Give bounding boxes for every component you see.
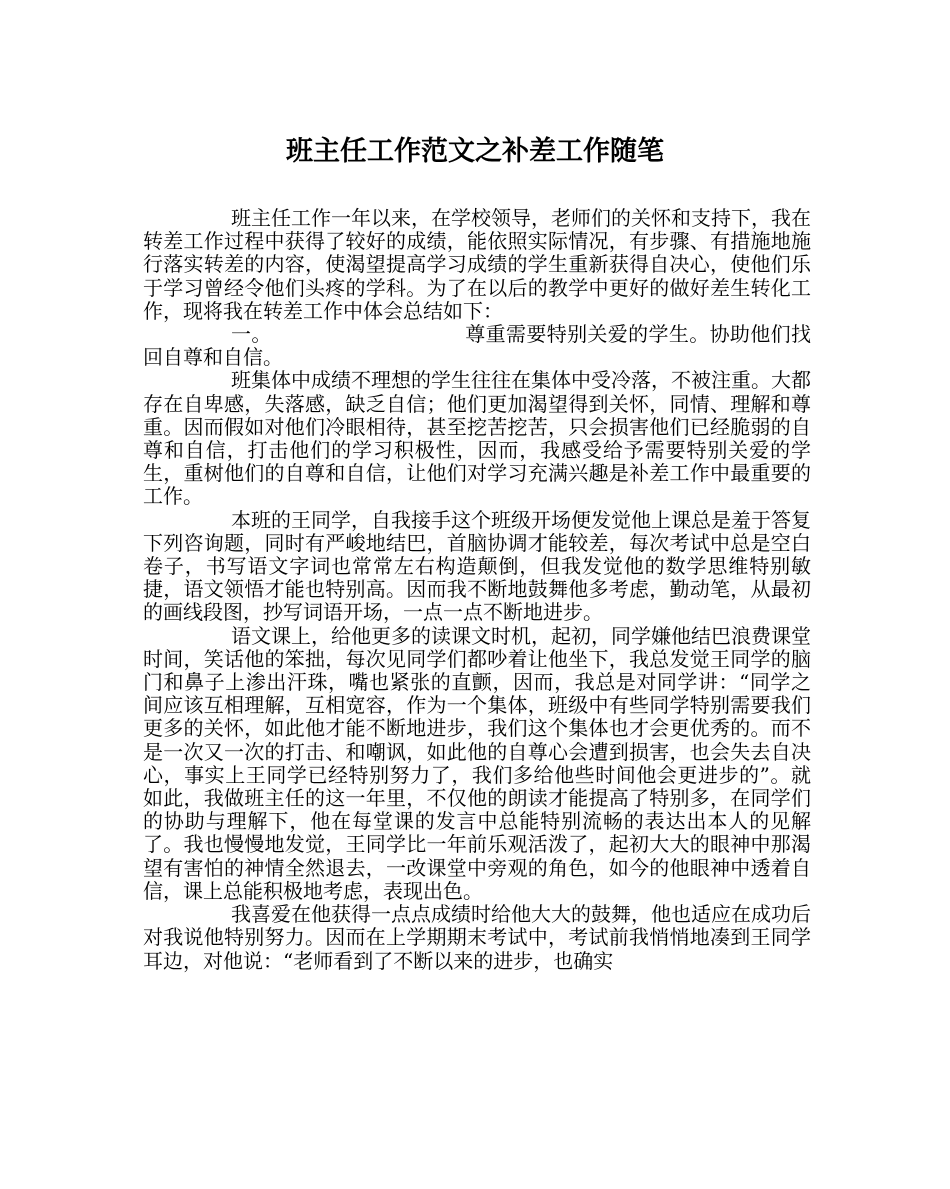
- paragraph-self-esteem: 班集体中成绩不理想的学生往往在集体中受冷落，不被注重。大都存在自卑感，失落感，缺乏自信；他们更加渴望得到关怀，同情、理解和尊重。因而假如对他们冷眼相待，甚至挖苦挖苦，只会损害他们已经脆弱的自尊和自信，打击他们的学习积极性，因而，我感受给予需要特别关爱的学生，重树他们的自尊和自信，让他们对学习充满兴趣是补差工作中最重要的工作。: [143, 368, 811, 509]
- paragraph-chinese-class: 语文课上，给他更多的读课文时机，起初，同学嫌他结巴浪费课堂时间，笑话他的笨拙，每次见同学们都吵着让他坐下，我总发觉王同学的脑门和鼻子上渗出汗珠，嘴也紧张的直颤，因而，我总是对同学讲：“同学之间应该互相理解，互相宽容，作为一个集体，班级中有些同学特别需要我们更多的关怀，如此他才能不断地进步，我们这个集体也才会更优秀的。而不是一次又一次的打击、和嘲讽，如此他的自尊心会遭到损害，也会失去自决心，事实上王同学已经特别努力了，我们多给他些时间他会更进步的”。就如此，我做班主任的这一年里，不仅他的朗读才能提高了特别多，在同学们的协助与理解下，他在每堂课的发言中总能特别流畅的表达出本人的见解了。我也慢慢地发觉，王同学比一年前乐观活泼了，起初大大的眼神中那渴望有害怕的神情全然退去，一改课堂中旁观的角色，如今的他眼神中透着自信，课上总能积极地考虑，表现出色。: [143, 623, 811, 903]
- document-title: 班主任工作范文之补差工作随笔: [286, 136, 664, 167]
- paragraph-encouragement: 我喜爱在他获得一点点成绩时给他大大的鼓舞，他也适应在成功后对我说他特别努力。因而在上学期期末考试中，考试前我悄悄地凑到王同学耳边，对他说：“老师看到了不断以来的进步，也确实: [143, 902, 811, 973]
- paragraph-intro: 班主任工作一年以来，在学校领导，老师们的关怀和支持下，我在转差工作过程中获得了较好的成绩，能依照实际情况，有步骤、有措施地施行落实转差的内容，使渴望提高学习成绩的学生重新获得自决心，使他们乐于学习曾经令他们头疼的学科。为了在以后的教学中更好的做好差生转化工作，现将我在转差工作中体会总结如下：: [143, 206, 811, 323]
- document-body: [143, 207, 811, 973]
- paragraph-student-wang: 本班的王同学，自我接手这个班级开场便发觉他上课总是羞于答复下列咨询题，同时有严峻地结巴，首脑协调才能较差，每次考试中总是空白卷子，书写语文字词也常常左右构造颠倒，但我发觉他的数学思维特别敏捷，语文领悟才能也特别高。因而我不断地鼓舞他多考虑，勤动笔，从最初的画线段图，抄写词语开场，一点一点不断地进步。: [143, 507, 811, 625]
- paragraph-section-one-heading: 一。 尊重需要特别关爱的学生。协助他们找回自尊和自信。: [143, 322, 811, 370]
